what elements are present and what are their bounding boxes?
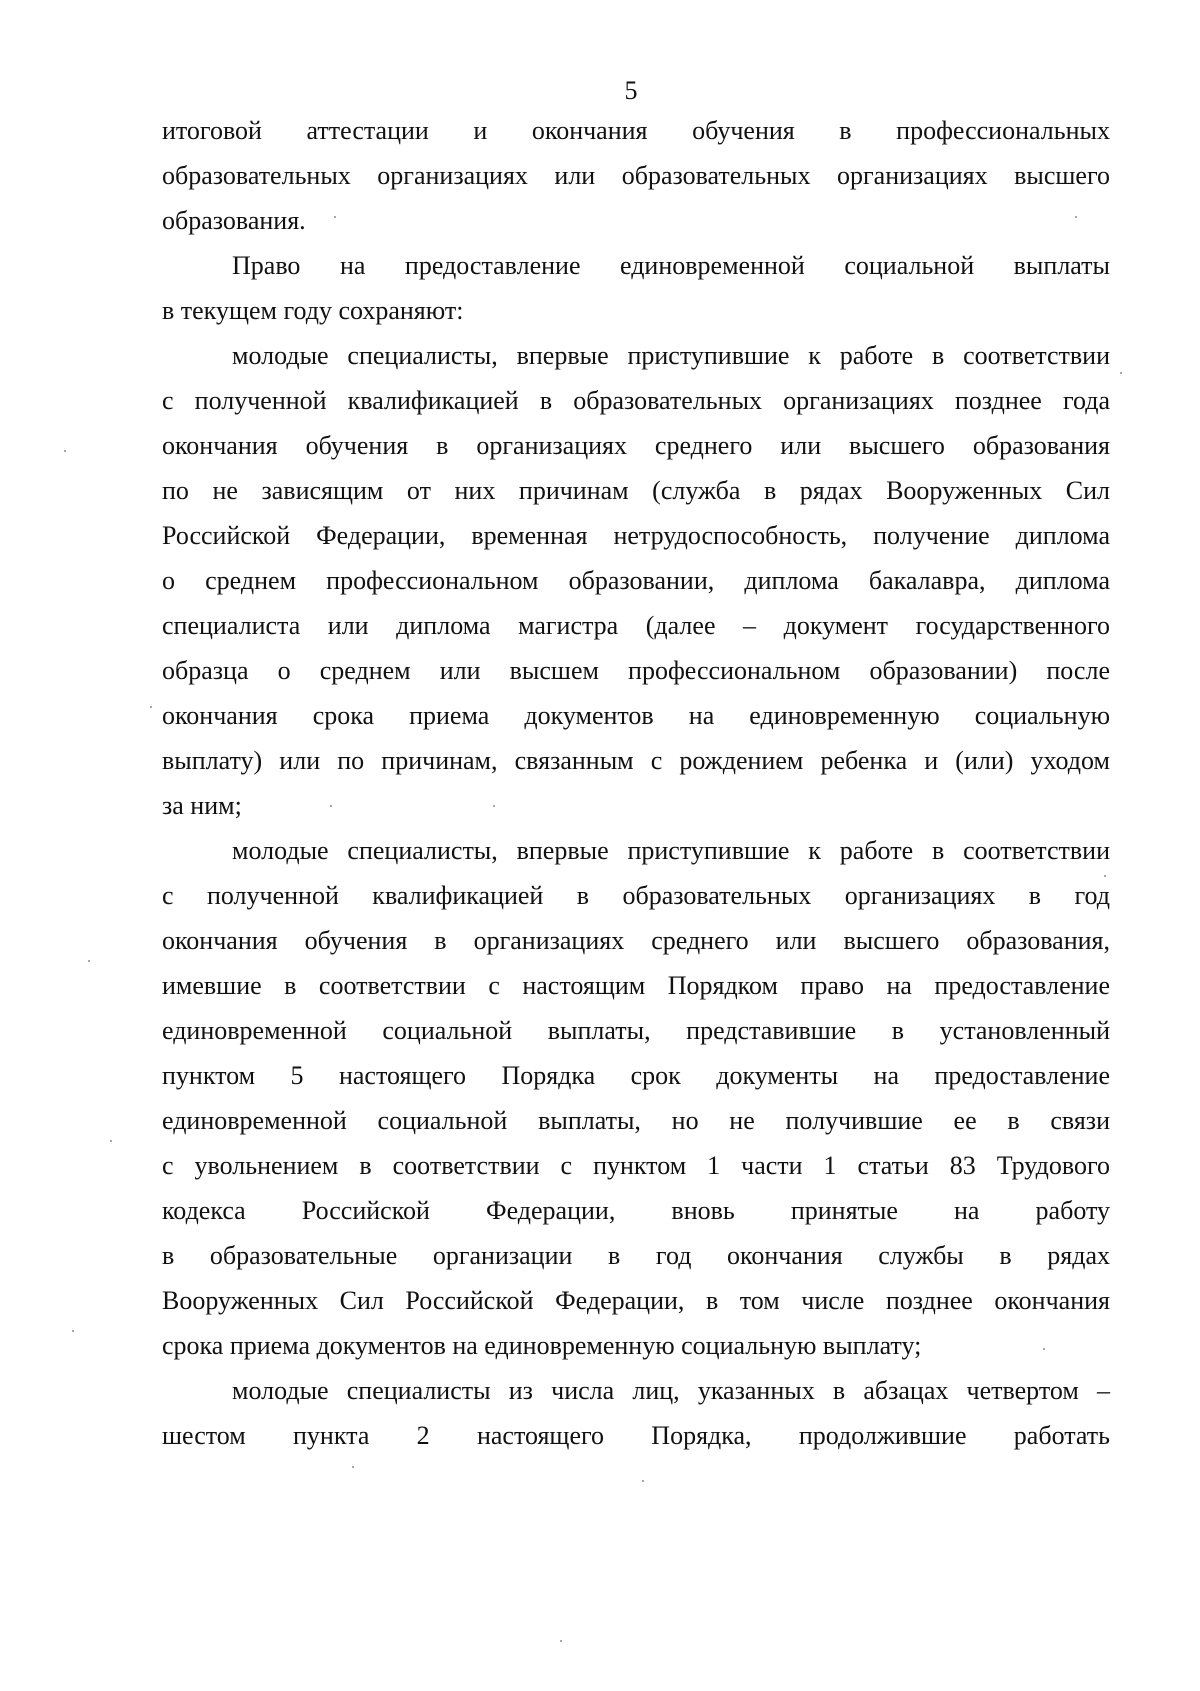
scan-speck	[72, 1330, 74, 1332]
text-line: окончания обучения в организациях среднего или высшего образования	[162, 431, 1110, 460]
text-line: единовременной социальной выплаты, но не получившие ее в связи	[162, 1106, 1110, 1135]
text-line: молодые специалисты из числа лиц, указанных в абзацах четвертом –	[232, 1376, 1110, 1405]
text-line: образца о среднем или высшем профессиональном образовании) после	[162, 656, 1110, 685]
text-line: пунктом 5 настоящего Порядка срок документы на предоставление	[162, 1061, 1110, 1090]
text-line: Российской Федерации, временная нетрудоспособность, получение диплома	[162, 521, 1110, 550]
text-line: единовременной социальной выплаты, представившие в установленный	[162, 1016, 1110, 1045]
text-line: в текущем году сохраняют:	[162, 296, 464, 325]
text-line: Право на предоставление единовременной социальной выплаты	[232, 251, 1110, 280]
text-line: образовательных организациях или образовательных организациях высшего	[162, 161, 1110, 190]
text-line: в образовательные организации в год окончания службы в рядах	[162, 1241, 1110, 1270]
scan-speck	[352, 1466, 354, 1468]
scan-speck	[150, 706, 152, 708]
text-line: с увольнением в соответствии с пунктом 1 части 1 статьи 83 Трудового	[162, 1151, 1110, 1180]
text-line: по не зависящим от них причинам (служба в рядах Вооруженных Сил	[162, 476, 1110, 505]
text-line: специалиста или диплома магистра (далее – документ государственного	[162, 611, 1110, 640]
scan-speck	[110, 1140, 112, 1142]
scan-speck	[88, 960, 90, 962]
text-line: окончания срока приема документов на единовременную социальную	[162, 701, 1110, 730]
text-line: выплату) или по причинам, связанным с рождением ребенка и (или) уходом	[162, 746, 1110, 775]
text-line: о среднем профессиональном образовании, диплома бакалавра, диплома	[162, 566, 1110, 595]
scan-speck	[1043, 1348, 1045, 1350]
scan-speck	[493, 805, 495, 807]
text-line: с полученной квалификацией в образовательных организациях в год	[162, 881, 1110, 910]
scan-speck	[560, 1640, 562, 1642]
text-line: с полученной квалификацией в образовательных организациях позднее года	[162, 386, 1110, 415]
text-line: молодые специалисты, впервые приступившие к работе в соответствии	[232, 836, 1110, 865]
text-line: срока приема документов на единовременную социальную выплату;	[162, 1331, 922, 1360]
text-line: итоговой аттестации и окончания обучения в профессиональных	[162, 116, 1110, 145]
text-line: образования.	[162, 206, 306, 235]
scan-speck	[642, 1480, 644, 1482]
scan-speck	[1075, 216, 1077, 218]
text-line: шестом пункта 2 настоящего Порядка, продолжившие работать	[162, 1421, 1110, 1450]
text-line: кодекса Российской Федерации, вновь принятые на работу	[162, 1196, 1110, 1225]
scan-speck	[64, 450, 66, 452]
scan-speck	[1104, 875, 1106, 877]
scan-speck	[334, 216, 336, 218]
text-line: за ним;	[162, 791, 242, 820]
text-line: окончания обучения в организациях среднего или высшего образования,	[162, 926, 1110, 955]
scan-speck	[1120, 372, 1122, 374]
scan-speck	[330, 805, 332, 807]
page-number: 5	[624, 76, 638, 105]
text-line: молодые специалисты, впервые приступившие к работе в соответствии	[232, 341, 1110, 370]
text-line: Вооруженных Сил Российской Федерации, в том числе позднее окончания	[162, 1286, 1110, 1315]
text-line: имевшие в соответствии с настоящим Порядком право на предоставление	[162, 971, 1110, 1000]
